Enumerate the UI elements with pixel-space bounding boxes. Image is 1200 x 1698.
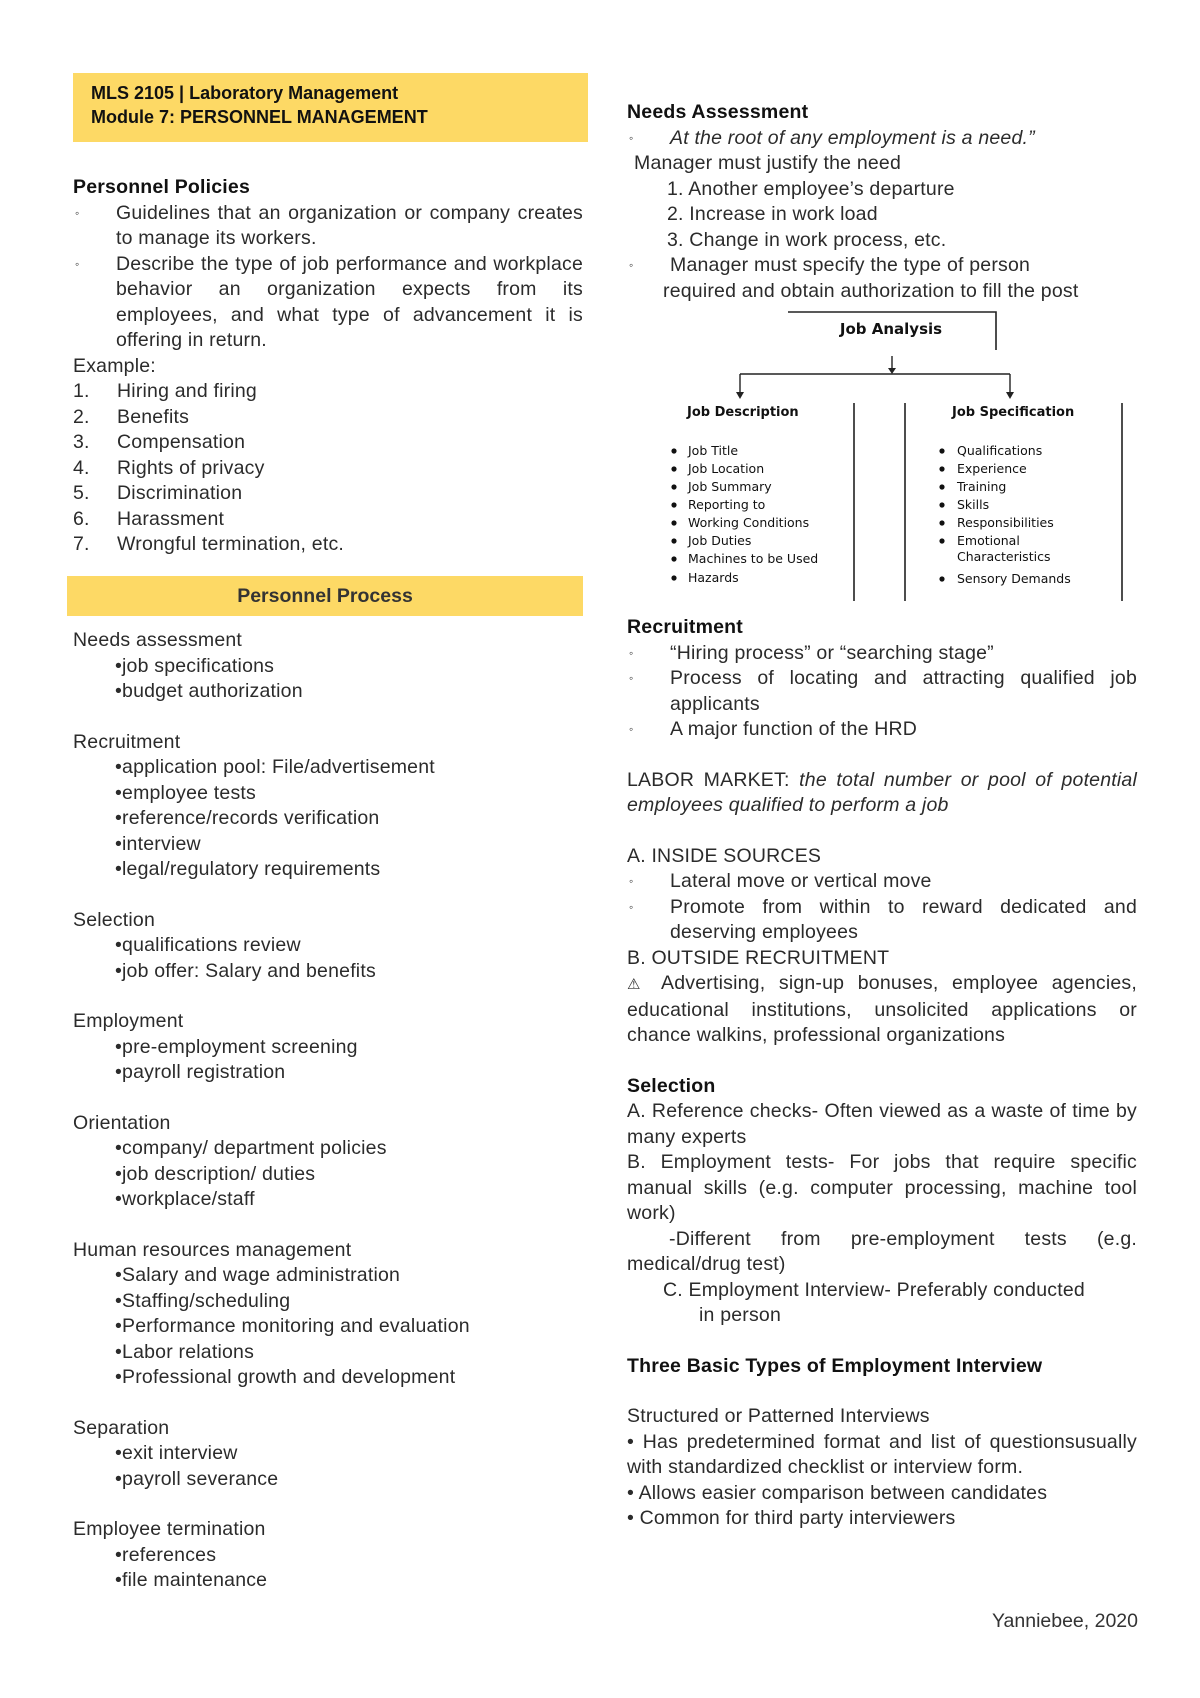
structured-bullet: • Has predetermined format and list of questionsusually with standardized checklist or interview form.: [627, 1430, 1137, 1478]
labor-market-definition: [627, 768, 1137, 819]
structured-interview-title: Structured or Patterned Interviews: [627, 1405, 930, 1427]
list-item: •Professional growth and development: [115, 1366, 456, 1388]
arrow-head: [1006, 392, 1014, 399]
job-analysis-svg: [660, 308, 1130, 608]
bullet-icon: [939, 576, 944, 581]
structured-bullet: • Common for third party interviewers: [627, 1507, 956, 1529]
footer-credit: Yanniebee, 2020: [991, 1610, 1138, 1632]
personnel-process-heading: Personnel Process: [67, 576, 583, 616]
arrow-head: [888, 368, 896, 374]
bullet-icon: ◦: [629, 258, 634, 272]
list-item: Working Conditions: [688, 515, 810, 530]
list-item: Emotional: [957, 533, 1020, 548]
structured-bullet: • Allows easier comparison between candidates: [627, 1481, 1048, 1504]
list-item: •qualifications review: [115, 934, 301, 956]
specify-line: ◦ Manager must specify the type of person: [627, 253, 1137, 279]
list-item: •job offer: Salary and benefits: [115, 959, 376, 982]
selection-b-note: -Different from pre-employment tests (e.g. medical/drug test): [627, 1227, 1137, 1275]
bullet-icon: ◦: [629, 874, 634, 888]
list-item: Sensory Demands: [957, 571, 1071, 586]
selection-c-2: in person: [699, 1304, 782, 1326]
bullet-icon: ◦: [629, 130, 634, 145]
list-item: 3. Compensation: [73, 431, 246, 453]
list-item: •workplace/staff: [115, 1188, 255, 1210]
list-item: Responsibilities: [957, 515, 1054, 530]
job-analysis-diagram: [660, 308, 1130, 608]
list-item: •Performance monitoring and evaluation: [115, 1315, 470, 1337]
list-item: •company/ department policies: [115, 1137, 387, 1159]
list-item: •Labor relations: [115, 1340, 255, 1363]
recruitment-heading: Recruitment: [627, 616, 743, 638]
course-title: MLS 2105 | Laboratory Management: [91, 83, 399, 103]
specify-line-2: required and obtain authorization to fill the post: [663, 279, 1079, 302]
bullet-icon: ◦: [629, 671, 634, 685]
list-item: 4. Rights of privacy: [73, 456, 265, 479]
bullet-icon: [671, 556, 676, 561]
outside-recruitment-title: B. OUTSIDE RECRUITMENT: [627, 946, 890, 969]
process-group-title: Employment: [73, 1010, 184, 1032]
process-group: [73, 1009, 583, 1086]
list-item: •exit interview: [115, 1442, 238, 1464]
recruitment-bullet: ◦ A major function of the HRD: [627, 717, 1137, 743]
list-item: Job Location: [688, 461, 765, 476]
process-group-title: Separation: [73, 1416, 170, 1439]
process-group: [73, 1517, 583, 1594]
bullet-icon: ◦: [629, 722, 634, 736]
bullet-icon: [939, 448, 944, 453]
recruitment-bullet: ◦ “Hiring process” or “searching stage”: [627, 641, 1137, 667]
recruitment-bullet: ◦ Process of locating and attracting qualified job applicants: [629, 667, 1137, 715]
bullet-icon: [671, 502, 676, 507]
reason-item: 2. Increase in work load: [667, 203, 878, 225]
list-item: •application pool: File/advertisement: [115, 756, 435, 778]
list-item: •reference/records verification: [115, 807, 380, 829]
list-item: •job specifications: [115, 654, 275, 677]
bullet-icon: ◦: [629, 645, 634, 660]
job-analysis-title: Job Analysis: [839, 320, 943, 338]
list-item: Reporting to: [688, 497, 766, 512]
warning-icon: ⚠: [627, 976, 649, 993]
process-group-title: Recruitment: [73, 730, 181, 753]
list-item: Characteristics: [957, 549, 1051, 564]
inside-sources-title: A. INSIDE SOURCES: [627, 844, 822, 867]
labor-market-text: the total number or pool of potential employees qualified to perform a job: [627, 768, 1137, 816]
list-item: 7. Wrongful termination, etc.: [73, 533, 345, 555]
process-group-title: Human resources management: [73, 1238, 352, 1261]
process-group: [73, 1111, 583, 1213]
needs-assessment-heading: Needs Assessment: [627, 101, 809, 123]
job-description-list: [671, 443, 818, 585]
recruitment-section: [627, 615, 1137, 1532]
list-item: Job Duties: [688, 533, 752, 548]
outside-recruitment-text: ⚠ Advertising, sign-up bonuses, employee agencies, educational institutions, unsolicited applications or chance walkins, professional organizations: [627, 972, 1137, 1046]
reason-item: 1. Another employee’s departure: [667, 177, 955, 200]
list-item: •Salary and wage administration: [115, 1264, 401, 1286]
list-item: Qualifications: [957, 443, 1043, 458]
list-item: Machines to be Used: [688, 551, 819, 566]
personnel-policies-section: [73, 175, 583, 558]
module-header: [73, 73, 588, 142]
needs-quote: ◦ At the root of any employment is a need.”: [627, 126, 1137, 152]
list-item: Job Summary: [688, 479, 772, 494]
process-group: [73, 908, 583, 985]
process-group: [73, 1416, 583, 1493]
bullet-icon: ◦: [75, 256, 80, 271]
bullet-icon: [939, 502, 944, 507]
selection-b: B. Employment tests- For jobs that require specific manual skills (e.g. computer processing, machine tool work): [627, 1151, 1137, 1224]
selection-c: C. Employment Interview- Preferably conducted: [663, 1278, 1085, 1301]
list-item: 5. Discrimination: [73, 482, 243, 504]
personnel-process-section: [73, 628, 583, 1594]
process-group: [73, 1238, 583, 1391]
bullet-icon: [939, 466, 944, 471]
policies-bullet-list: [73, 201, 583, 354]
list-item: •legal/regulatory requirements: [115, 858, 381, 880]
process-group-title: Selection: [73, 908, 156, 931]
process-group-title: Needs assessment: [73, 629, 243, 651]
policies-bullet: ◦ Describe the type of job performance and workplace behavior an organization expects from its employees, and what type of advancement it is offering in return.: [75, 252, 583, 351]
arrow-head: [736, 392, 744, 399]
list-item: Experience: [957, 461, 1027, 476]
bullet-icon: [671, 538, 676, 543]
reason-item: 3. Change in work process, etc.: [667, 228, 947, 251]
list-item: 1. Hiring and firing: [73, 380, 257, 402]
list-item: 6. Harassment: [73, 507, 225, 530]
list-item: 2. Benefits: [73, 405, 190, 428]
bullet-icon: [671, 575, 676, 580]
bullet-icon: [671, 448, 676, 453]
bullet-icon: [939, 538, 944, 543]
list-item: •pre-employment screening: [115, 1035, 358, 1058]
examples-list: [73, 379, 583, 558]
list-item: •payroll severance: [115, 1467, 279, 1490]
inside-bullet: ◦ Lateral move or vertical move: [627, 869, 1137, 895]
selection-heading: Selection: [627, 1074, 716, 1097]
module-title: Module 7: PERSONNEL MANAGEMENT: [91, 107, 428, 127]
process-group-title: Employee termination: [73, 1518, 266, 1540]
list-item: •payroll registration: [115, 1061, 286, 1083]
job-description-title: Job Description: [687, 405, 799, 420]
policies-bullet: ◦ Guidelines that an organization or company creates to manage its workers.: [75, 201, 583, 249]
justify-line: Manager must justify the need: [634, 152, 902, 174]
bullet-icon: ◦: [75, 205, 80, 220]
list-item: Job Title: [688, 443, 739, 458]
job-specification-list: [939, 443, 1070, 586]
list-item: •employee tests: [115, 781, 256, 804]
bullet-icon: ◦: [629, 899, 634, 914]
bullet-icon: [939, 520, 944, 525]
bullet-icon: [671, 484, 676, 489]
list-item: Skills: [957, 497, 990, 512]
process-group: [73, 628, 583, 705]
bullet-icon: [671, 520, 676, 525]
bullet-icon: [671, 466, 676, 471]
list-item: Training: [957, 479, 1007, 494]
example-label: Example:: [73, 354, 156, 377]
needs-assessment-section: [627, 100, 1137, 304]
labor-market-label: LABOR MARKET:: [627, 768, 790, 791]
list-item: •job description/ duties: [115, 1162, 316, 1185]
list-item: •file maintenance: [115, 1569, 268, 1591]
job-specification-title: Job Specification: [952, 405, 1075, 420]
list-item: Hazards: [688, 570, 739, 585]
list-item: •interview: [115, 832, 201, 855]
bullet-icon: [939, 484, 944, 489]
interview-types-heading: Three Basic Types of Employment Interview: [627, 1354, 1043, 1377]
selection-a: A. Reference checks- Often viewed as a waste of time by many experts: [627, 1100, 1137, 1148]
list-item: •budget authorization: [115, 680, 303, 702]
list-item: •references: [115, 1543, 217, 1566]
inside-bullet: ◦ Promote from within to reward dedicated and deserving employees: [629, 895, 1137, 943]
personnel-policies-heading: Personnel Policies: [73, 176, 251, 198]
list-item: •Staffing/scheduling: [115, 1289, 291, 1312]
process-group-title: Orientation: [73, 1111, 171, 1134]
process-group: [73, 730, 583, 883]
